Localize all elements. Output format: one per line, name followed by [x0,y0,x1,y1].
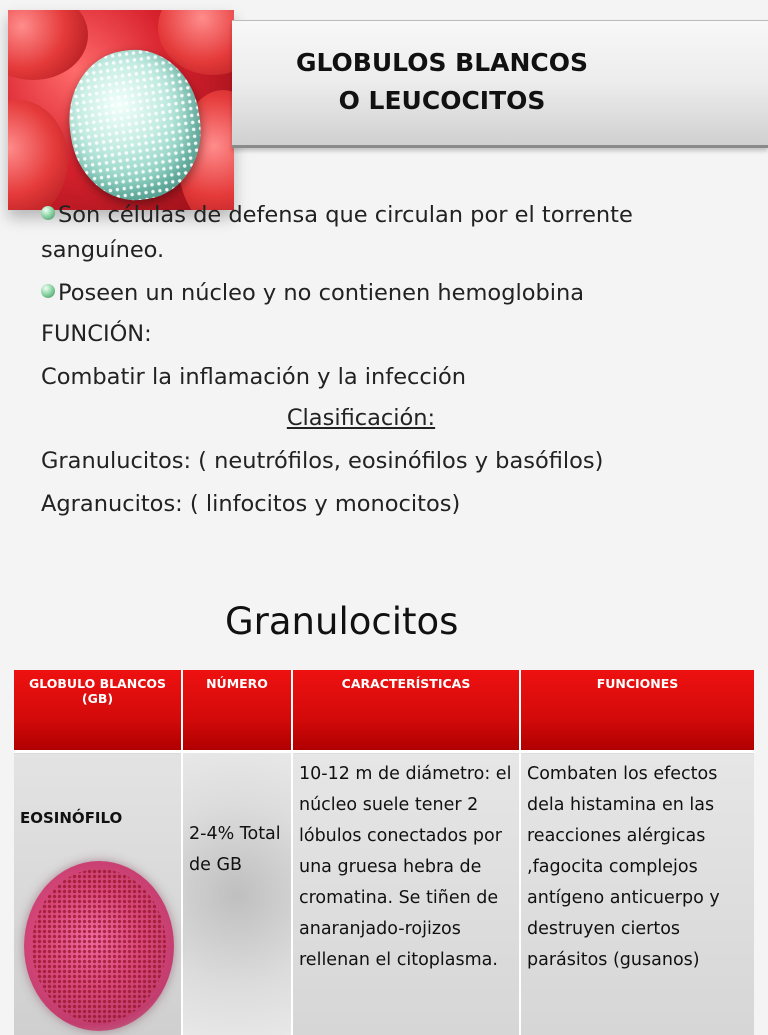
title-line-2: O LEUCOCITOS [232,82,652,120]
intro-text [41,198,741,522]
bullet-item-2: Poseen un núcleo y no contienen hemoglobina [41,276,741,311]
bullet-icon [41,206,55,220]
numero-value: 2-4% Total de GB [189,819,285,881]
header-globulo: GLOBULO BLANCOS (GB) [14,670,182,752]
header-caracteristicas: CARACTERÍSTICAS [292,670,520,752]
funcion-label: FUNCIÓN: [41,317,741,352]
granulocitos-table [14,670,754,1035]
header-numero: NÚMERO [182,670,292,752]
cell-numero [182,752,292,1035]
clasificacion-label: Clasificación: [41,401,681,436]
funcion-text: Combatir la inflamación y la infección [41,360,741,395]
agranulocitos-line: Agranucitos: ( linfocitos y monocitos) [41,487,741,522]
page-title [232,44,652,120]
table-row [14,752,754,1035]
section-title: Granulocitos [225,600,458,643]
cell-caracteristicas: 10-12 m de diámetro: el núcleo suele tener 2 lóbulos conectados por una gruesa hebra de cromatina. Se tiñen de anaranjado-rojizos rellenan el citoplasma. [292,752,520,1035]
header-funciones: FUNCIONES [520,670,754,752]
granulocitos-line: Granulucitos: ( neutrófilos, eosinófilos y basófilos) [41,444,741,479]
bullet-icon [41,284,55,298]
leukocyte-image [8,10,234,210]
title-line-1: GLOBULOS BLANCOS [232,44,652,82]
eosinofilo-label: EOSINÓFILO [20,803,175,834]
bullet-item-1-continued: sanguíneo. [41,233,741,268]
cell-name [14,752,182,1035]
cell-funciones: Combaten los efectos dela histamina en las reacciones alérgicas ,fagocita complejos antígeno anticuerpo y destruyen ciertos parásitos (gusanos) [520,752,754,1035]
table-header-row [14,670,754,752]
eosinophil-image [24,861,174,1031]
bullet-item-1: Son células de defensa que circulan por el torrente [41,198,741,233]
